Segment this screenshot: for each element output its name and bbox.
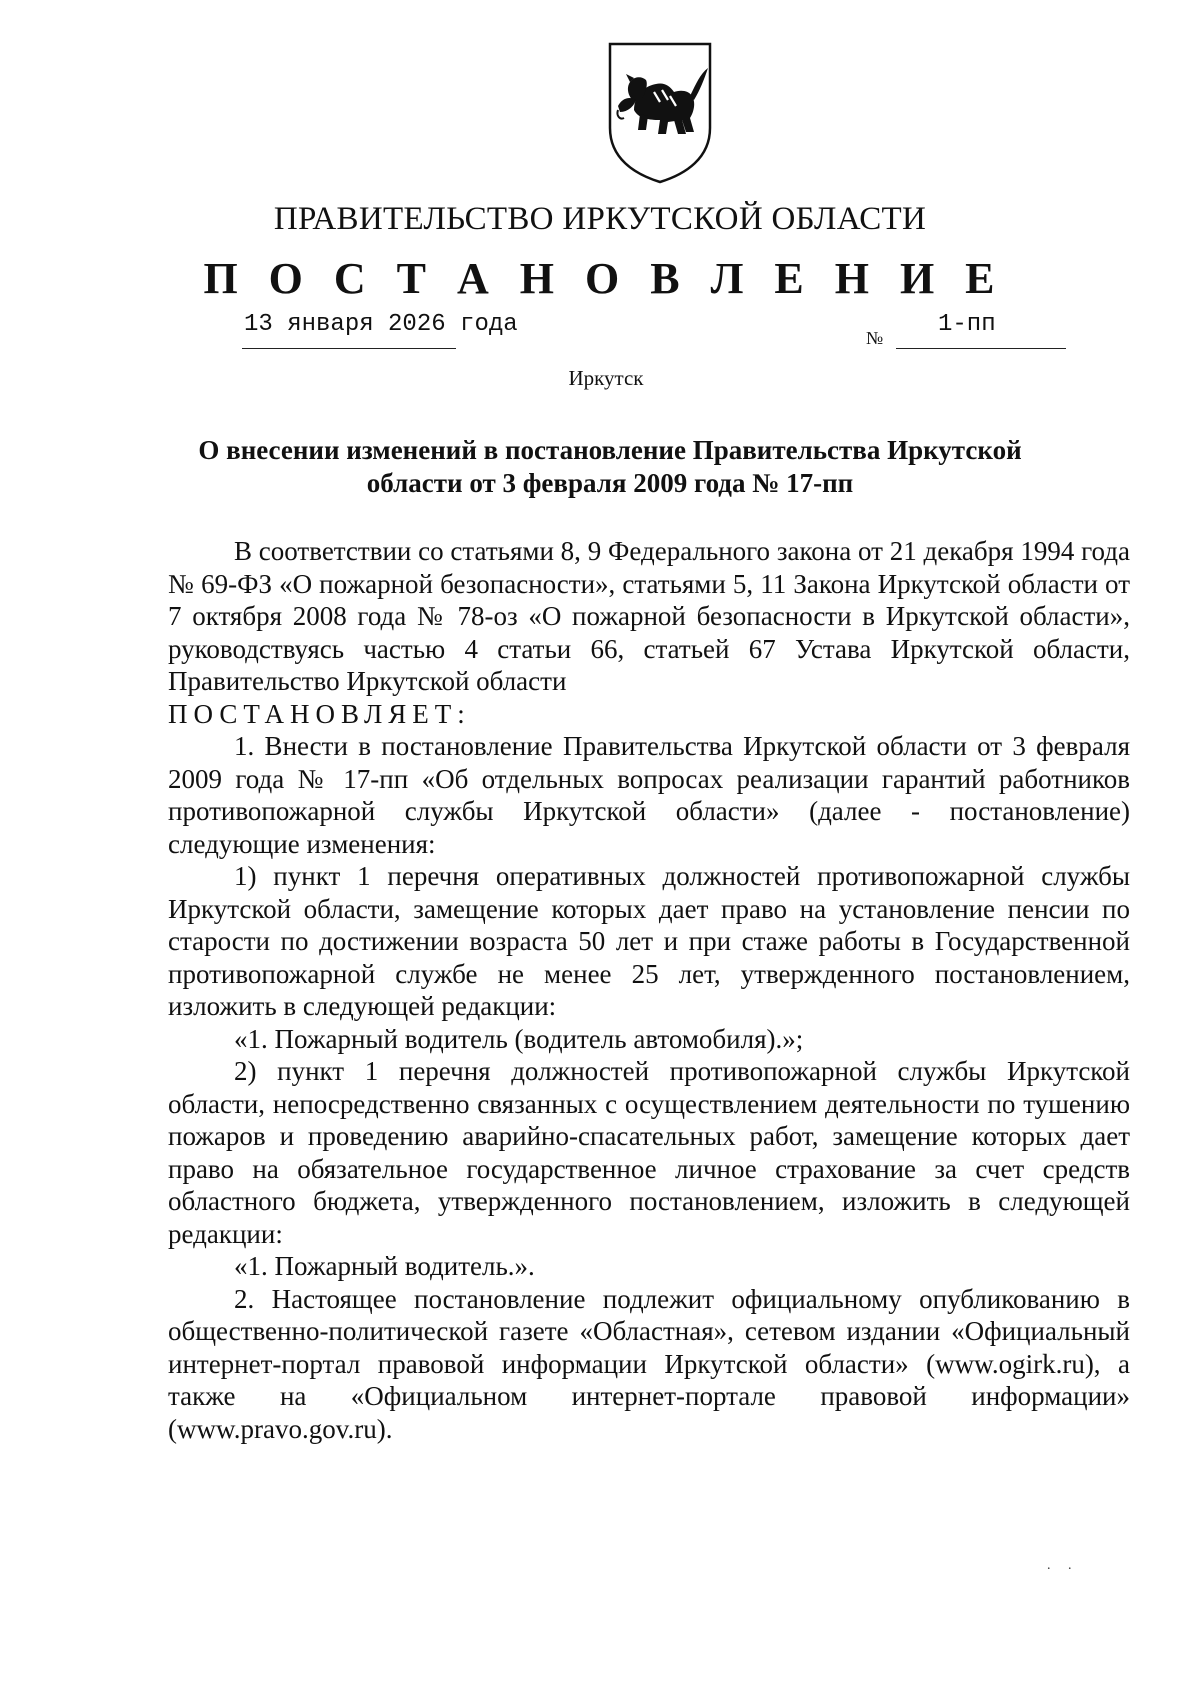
item-1-paragraph: 1. Внести в постановление Правительства Иркутской области от 3 февраля 2009 года № 17-пп «Об отдельных вопросах реализации гарантий работников противопожарной службы Иркутской области» (далее - постановление) следующие изменения: (168, 731, 1130, 859)
document-heading (140, 434, 1080, 500)
document-date: 13 января 2026 года (244, 311, 518, 338)
number-underline (896, 348, 1066, 349)
coat-of-arms-emblem (604, 40, 716, 185)
item-1-2-paragraph: 2) пункт 1 перечня должностей противопожарной службы Иркутской области, непосредственно связанных с осуществлением деятельности по тушению пожаров и проведению аварийно-спасательных работ, замещение которых дает право на обязательное государственное личное страхование за счет средств областного бюджета, утвержденного постановлением, изложить в следующей редакции: (168, 1056, 1130, 1249)
item-1-2-quote: «1. Пожарный водитель.». (234, 1251, 535, 1281)
item-1-1-paragraph: 1) пункт 1 перечня оперативных должностей противопожарной службы Иркутской области, замещение которых дает право на установление пенсии по старости по достижении возраста 50 лет и при стаже работы в Государственной противопожарной службе не менее 25 лет, утвержденного постановлением, изложить в следующей редакции: (168, 861, 1130, 1021)
preamble-paragraph: В соответствии со статьями 8, 9 Федерального закона от 21 декабря 1994 года № 69-ФЗ «О пожарной безопасности», статьями 5, 11 Закона Иркутской области от 7 октября 2008 года № 78-оз «О пожарной безопасности в Иркутской области», руководствуясь частью 4 статьи 66, статьей 67 Устава Иркутской области, Правительство Иркутской области (168, 536, 1130, 696)
document-number: 1-пп (938, 311, 996, 338)
item-2-paragraph: 2. Настоящее постановление подлежит официальному опубликованию в общественно-политической газете «Областная», сетевом издании «Официальный интернет-портал правовой информации Иркутской области» (www.ogirk.ru), а также на «Официальном интернет-портале правовой информации» (www.pravo.gov.ru). (168, 1283, 1130, 1444)
issuing-authority: ПРАВИТЕЛЬСТВО ИРКУТСКОЙ ОБЛАСТИ (273, 201, 927, 237)
document-body (168, 535, 1130, 1445)
scan-artifact-dots: . . (1047, 1558, 1072, 1573)
document-city: Иркутск (568, 366, 644, 390)
document-type-title: П О С Т А Н О В Л Е Н И Е (203, 254, 1005, 303)
heading-line-2: области от 3 февраля 2009 года № 17-пп (366, 468, 854, 498)
date-underline (242, 348, 456, 349)
resolves-line: ПОСТАНОВЛЯЕТ: (168, 698, 471, 729)
number-sign: № (866, 328, 884, 348)
heading-line-1: О внесении изменений в постановление Правительства Иркутской (198, 435, 1022, 465)
item-1-1-quote: «1. Пожарный водитель (водитель автомобиля).»; (234, 1023, 804, 1054)
